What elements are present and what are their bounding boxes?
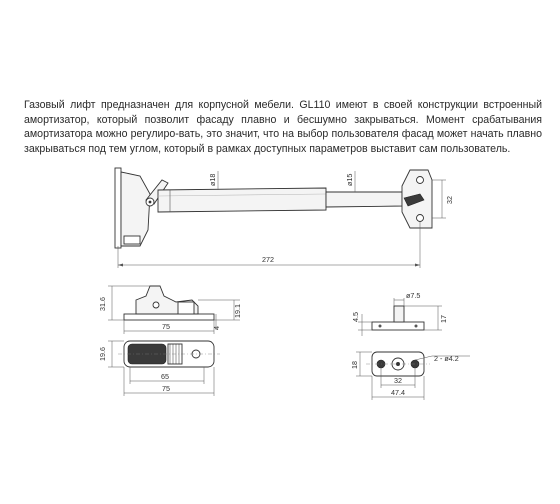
dim-plate-thickness: 4 (212, 326, 221, 330)
dim-pin-diameter: ø7.5 (406, 291, 421, 300)
mechanism-top-view (98, 341, 220, 396)
dim-side-height: 31.6 (98, 297, 107, 311)
side-cover (178, 302, 194, 314)
bracket-hole-bottom (417, 215, 424, 222)
dim-side-base-height: 19.1 (233, 304, 242, 318)
dim-plate-height: 18 (350, 361, 359, 369)
pivot-pin-center (149, 201, 152, 204)
dim-rod-diameter: ø15 (345, 173, 354, 186)
piston-rod (326, 192, 402, 207)
dim-hole-spec: 2 - ø4.2 (434, 354, 459, 363)
dim-side-width: 75 (162, 322, 170, 331)
dim-cylinder-diameter: ø18 (208, 173, 217, 186)
dim-pin-total-height: 17 (439, 315, 448, 323)
bracket-hole-top (417, 177, 424, 184)
product-description: Газовый лифт предназначен для корпусной мебели. GL110 имеют в своей конструкции встроенный амортизатор, который позволит фасаду плавно и бесшумно закрываться. Момент срабатывания амортизатора можно регулиро-вать, это значит, что на выбор пользователя фасад может начать плавно закрываться под тем углом, который в рамках доступных параметров выставит сам пользователь. (24, 99, 542, 155)
gas-lift-main-view (115, 168, 454, 268)
pin-body (394, 306, 404, 322)
wall-plate (115, 168, 121, 248)
dim-top-length: 75 (162, 384, 170, 393)
dim-top-width: 19.6 (98, 347, 107, 361)
dim-total-length: 272 (262, 255, 274, 264)
mechanism-side-view (98, 286, 242, 334)
side-base-plate (124, 314, 214, 320)
wall-bracket (121, 172, 150, 246)
side-pin (153, 302, 159, 308)
dim-pin-height: 4.5 (351, 312, 360, 322)
plate-top-view (350, 352, 470, 400)
gas-cylinder (158, 188, 326, 212)
dim-top-inner-length: 65 (161, 372, 169, 381)
pin-side-view (351, 291, 448, 336)
dim-bracket-height: 32 (445, 196, 454, 204)
dim-plate-length: 47.4 (391, 388, 405, 397)
bracket-foot (124, 236, 140, 244)
dim-hole-spacing: 32 (394, 376, 402, 385)
